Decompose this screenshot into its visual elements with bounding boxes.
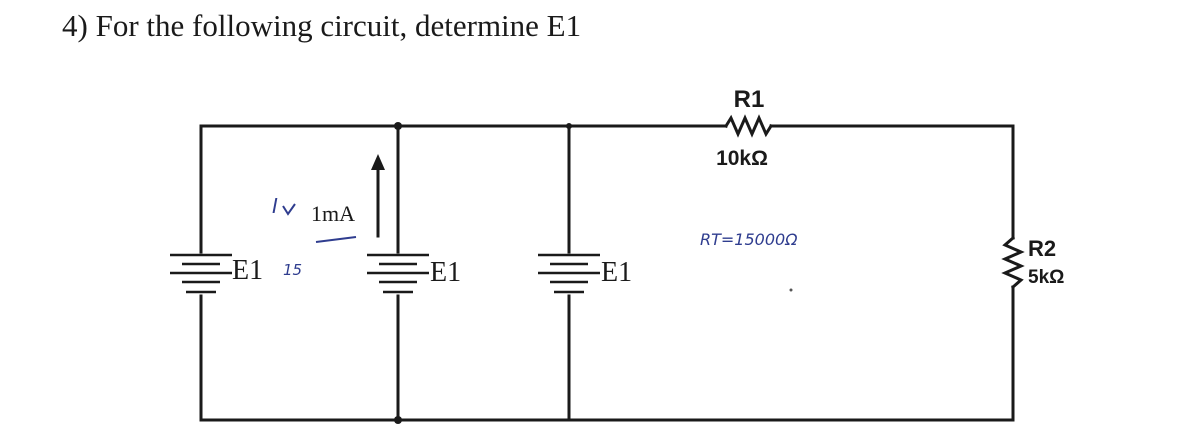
question-number: 4) [62,8,88,43]
junction-dot-top-right [566,123,572,129]
junction-dot-bottom [394,416,402,424]
current-direction-mark [283,204,295,214]
r2-resistor-symbol [1005,238,1021,287]
current-arrow-head [371,154,385,170]
e1-note-annotation: 15 [283,261,303,279]
current-label: 1mA [311,201,355,226]
source-1-label: E1 [232,255,264,286]
r1-label: R1 [733,86,765,113]
stray-dot [790,289,793,292]
r2-label: R2 [1028,236,1057,261]
r1-resistor-symbol [726,118,771,134]
source-2-label: E1 [430,257,462,288]
junction-dot-top [394,122,402,130]
current-symbol-annotation: I [272,194,278,218]
current-underline-mark [316,237,356,242]
r1-value: 10kΩ [716,147,768,170]
battery-2-symbol [367,255,429,292]
source-3-label: E1 [601,257,633,288]
r2-value: 5kΩ [1028,267,1065,288]
battery-1-symbol [170,255,232,292]
question-prompt: For the following circuit, determine E1 [95,8,582,43]
rt-note-annotation: RT=15000Ω [700,230,798,249]
battery-3-symbol [538,255,600,292]
